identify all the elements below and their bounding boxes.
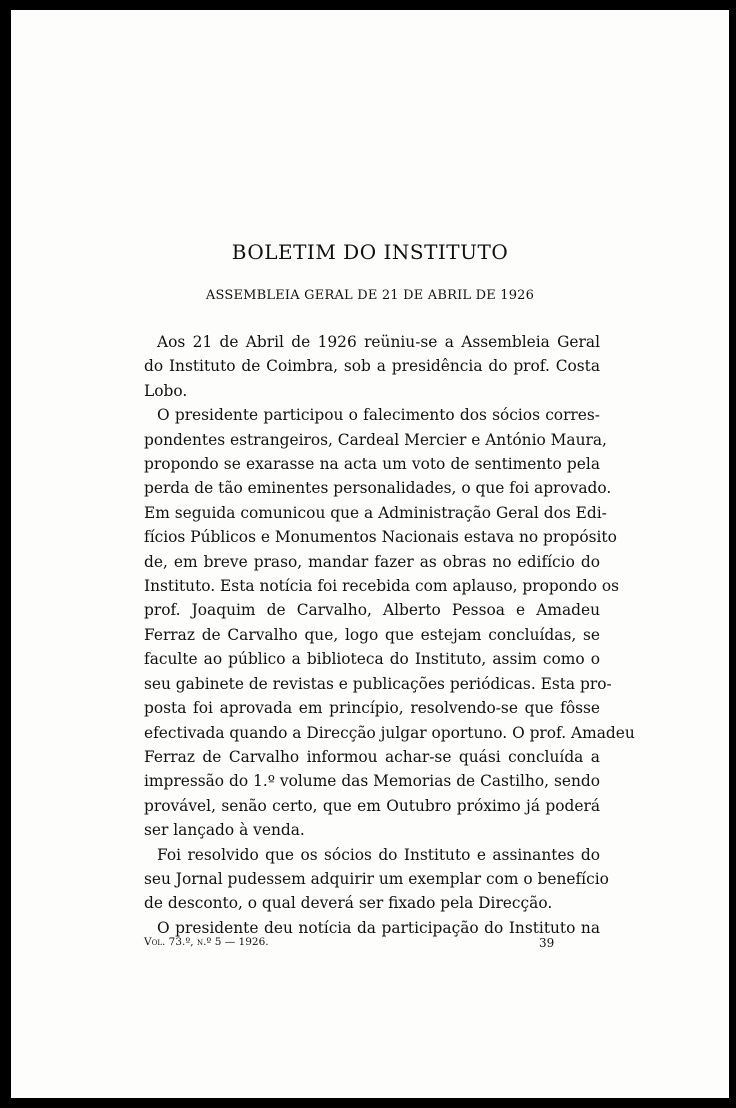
text-line: posta foi aprovada em princípio, resolvendo-se que fôsse — [144, 699, 600, 718]
text-line: pondentes estrangeiros, Cardeal Mercier e António Maura, — [144, 430, 607, 449]
text-line: faculte ao público a biblioteca do Instituto, assim como o — [144, 650, 600, 669]
text-line: de desconto, o qual deverá ser fixado pela Direcção. — [144, 894, 553, 913]
volume-info: Vol. 73.º, n.º 5 — 1926. — [144, 936, 269, 948]
page-subtitle: ASSEMBLEIA GERAL DE 21 DE ABRIL DE 1926 — [205, 288, 535, 303]
text-line: de, em breve praso, mandar fazer as obras no edifício do — [144, 552, 600, 571]
text-line: impressão do 1.º volume das Memorias de Castilho, sendo — [144, 772, 600, 791]
text-line: Ferraz de Carvalho informou achar-se quási concluída a — [144, 747, 600, 766]
text-line: Em seguida comunicou que a Administração Geral dos Edi- — [144, 503, 607, 522]
text-line: fícios Públicos e Monumentos Nacionais estava no propósito — [144, 528, 617, 547]
text-line: seu gabinete de revistas e publicações periódicas. Esta pro- — [144, 674, 612, 693]
text-line: seu Jornal pudessem adquirir um exemplar com o benefício — [144, 869, 609, 888]
document-page — [11, 10, 729, 1098]
text-line: Ferraz de Carvalho que, logo que estejam concluídas, se — [144, 625, 600, 644]
text-line: O presidente participou o falecimento dos sócios corres- — [157, 406, 600, 425]
text-line: Lobo. — [144, 381, 188, 400]
text-line: perda de tão eminentes personalidades, o que foi aprovado. — [144, 479, 612, 498]
text-line: prof. Joaquim de Carvalho, Alberto Pessoa e Amadeu — [144, 601, 600, 620]
text-line: O presidente deu notícia da participação do Instituto na — [157, 918, 600, 937]
body-text — [144, 330, 635, 940]
page-title: BOLETIM DO INSTITUTO — [231, 240, 509, 264]
text-line: do Instituto de Coimbra, sob a presidência do prof. Costa — [144, 357, 600, 376]
text-line: ser lançado à venda. — [144, 821, 305, 840]
text-line: provável, senão certo, que em Outubro próximo já poderá — [144, 796, 600, 815]
text-line: propondo se exarasse na acta um voto de sentimento pela — [144, 455, 600, 474]
text-line: Aos 21 de Abril de 1926 reüniu-se a Assembleia Geral — [157, 333, 600, 351]
text-line: Instituto. Esta notícia foi recebida com aplauso, propondo os — [144, 577, 620, 596]
text-line: efectivada quando a Direcção julgar oportuno. O prof. Amadeu — [144, 723, 635, 742]
page-number: 39 — [539, 936, 555, 950]
text-line: Foi resolvido que os sócios do Instituto e assinantes do — [157, 845, 600, 864]
